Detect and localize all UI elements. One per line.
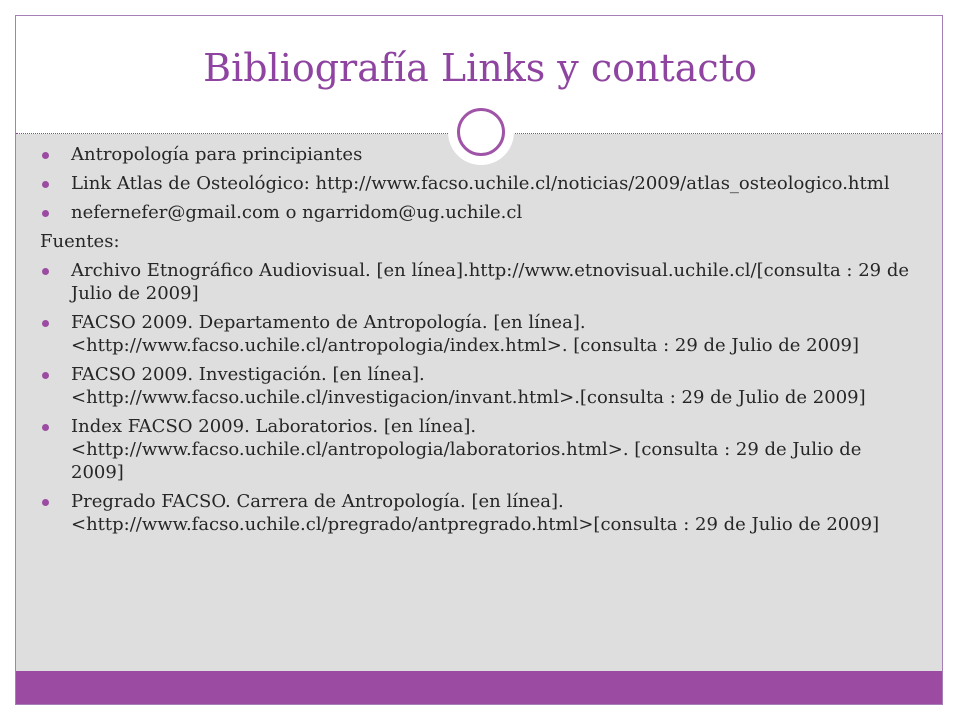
bullet-icon xyxy=(42,499,49,506)
bullet-icon xyxy=(42,320,49,327)
bullet-icon xyxy=(42,372,49,379)
bullet-icon xyxy=(42,210,49,217)
list-item-text: nefernefer@gmail.com o ngarridom@ug.uchile.cl xyxy=(71,202,523,223)
slide-title: Bibliografía Links y contacto xyxy=(203,46,757,90)
list-item-text: Antropología para principiantes xyxy=(71,144,363,165)
list-item xyxy=(40,363,915,409)
links-list xyxy=(40,143,915,224)
list-item xyxy=(40,490,915,536)
list-item xyxy=(40,201,915,224)
bullet-icon xyxy=(42,424,49,431)
list-item-text: FACSO 2009. Departamento de Antropología. [en línea]. <http://www.facso.uchile.cl/antropologia/index.html>. [consulta : 29 de Julio de 2009] xyxy=(71,312,860,356)
sources-list xyxy=(40,259,915,536)
sources-label: Fuentes: xyxy=(40,231,120,252)
footer-bar xyxy=(16,671,942,704)
bullet-icon xyxy=(42,268,49,275)
list-item xyxy=(40,311,915,357)
bullet-icon xyxy=(42,181,49,188)
list-item xyxy=(40,172,915,195)
list-item xyxy=(40,143,915,166)
list-item-text: Pregrado FACSO. Carrera de Antropología. [en línea].<http://www.facso.uchile.cl/pregrado/antpregrado.html>[consulta : 29 de Julio de 2009] xyxy=(71,491,880,535)
list-item-text: FACSO 2009. Investigación. [en línea].<http://www.facso.uchile.cl/investigacion/invant.html>.[consulta : 29 de Julio de 2009] xyxy=(71,364,866,408)
list-item-text: Archivo Etnográfico Audiovisual. [en línea].http://www.etnovisual.uchile.cl/[consulta : 29 de Julio de 2009] xyxy=(71,260,910,304)
list-item-text: Link Atlas de Osteológico: http://www.facso.uchile.cl/noticias/2009/atlas_osteologico.html xyxy=(71,173,890,194)
bullet-icon xyxy=(42,152,49,159)
list-item xyxy=(40,259,915,305)
list-item-text: Index FACSO 2009. Laboratorios. [en línea]. <http://www.facso.uchile.cl/antropologia/laboratorios.html>. [consulta : 29 de Julio de 2009] xyxy=(71,416,862,483)
slide-body xyxy=(40,143,915,542)
list-item xyxy=(40,415,915,484)
